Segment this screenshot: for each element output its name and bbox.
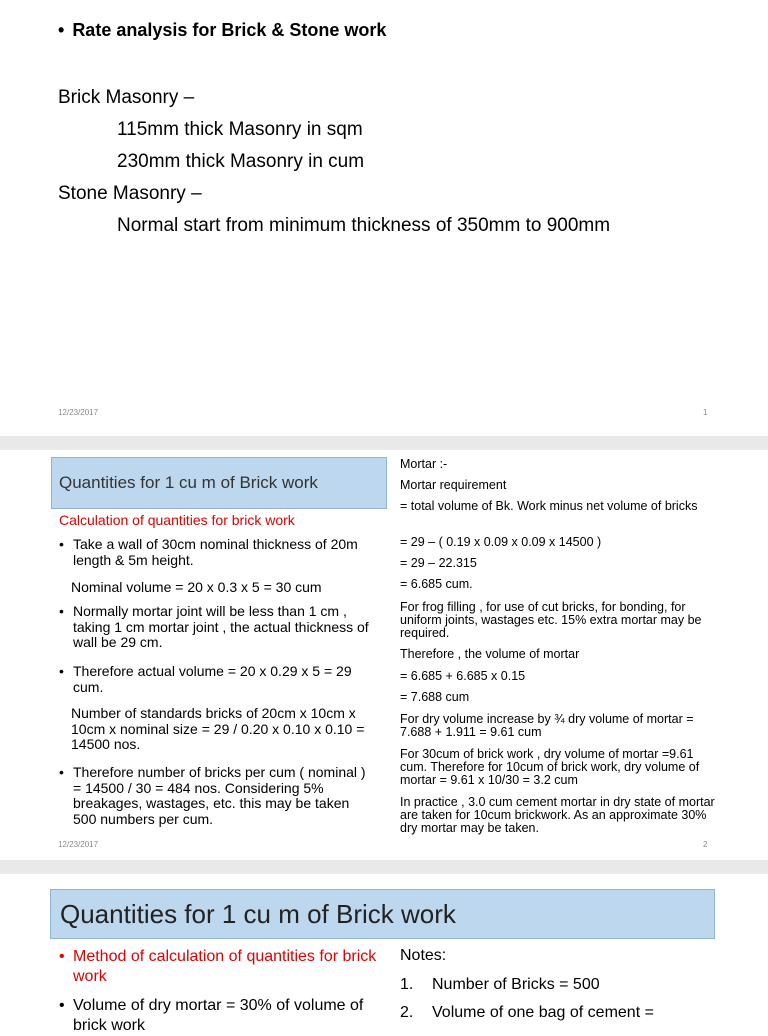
bullet: • [59,603,64,619]
calc-subtitle: Calculation of quantities for brick work [59,512,295,528]
mortar-line: In practice , 3.0 cum cement mortar in dry state of mortar are taken for 10cum brickwork. As an approximate 30% dry mortar may be taken. [400,795,715,835]
slide-header-box [50,889,715,939]
list-item: • Take a wall of 30cm nominal thickness of 20m length & 5m height. [59,536,358,568]
brick-item-230: 230mm thick Masonry in cum [117,151,365,172]
mortar-line: For frog filling , for use of cut bricks, for bonding, for uniform joints, wastages etc. 15% extra mortar may be required. [400,600,702,640]
slide-header: Quantities for 1 cu m of Brick work [60,899,456,929]
mortar-heading: Mortar :- [400,457,448,471]
list-item: • Method of calculation of quantities for brick work [59,948,377,985]
slide-header: Quantities for 1 cu m of Brick work [59,473,318,492]
list-item: • Volume of dry mortar = 30% of volume of brick work [59,997,364,1034]
list-item: • Therefore number of bricks per cum ( nominal ) = 14500 / 30 = 484 nos. Considering 5% breakages, wastages, etc. this may be taken 500 numbers per cum. [59,764,366,827]
slide-date: 12/23/2017 [58,840,99,849]
slide-3 [0,874,768,1034]
brick-masonry-heading: Brick Masonry – [58,87,195,108]
list-item: • Therefore actual volume = 20 x 0.29 x 5 = 29 cum. [59,663,352,695]
mortar-line: For 30cum of brick work , dry volume of mortar =9.61 cum. Therefore for 10cum of brick work, dry volume of mortar = 9.61 x 10/30 = 3.2 cum [400,747,700,787]
bullet: • [59,536,64,552]
mortar-line: = 29 – ( 0.19 x 0.09 x 0.09 x 14500 ) [400,535,602,549]
mortar-line: = 7.688 cum [400,690,470,704]
stone-item: Normal start from minimum thickness of 350mm to 900mm [117,215,611,236]
slide-separator [0,860,768,874]
note-item: 1. Number of Bricks = 500 [400,976,600,993]
list-item: • Normally mortar joint will be less than 1 cm , taking 1 cm mortar joint , the actual thickness of wall be 29 cm. [59,603,369,650]
slide-1 [0,0,768,436]
mortar-line: = total volume of Bk. Work minus net volume of bricks [400,499,698,513]
slide-header-box [51,457,387,509]
mortar-line: For dry volume increase by ¾ dry volume of mortar = 7.688 + 1.911 = 9.61 cum [400,712,694,739]
mortar-line: = 6.685 + 6.685 x 0.15 [400,669,526,683]
slide-date: 12/23/2017 [58,408,99,417]
standard-bricks: Number of standards bricks of 20cm x 10cm x 10cm x nominal size = 29 / 0.20 x 0.10 x 0.10 = 14500 nos. [71,705,365,752]
mortar-line: Mortar requirement [400,478,507,492]
bullet: • [59,997,65,1014]
nominal-volume: Nominal volume = 20 x 0.3 x 5 = 30 cum [71,579,322,595]
bullet: • [59,663,64,679]
mortar-line: Therefore , the volume of mortar [400,647,580,661]
note-item: 2. Volume of one bag of cement = [400,1004,654,1021]
bullet: • [59,764,64,780]
slide-separator [0,436,768,450]
bullet: • [58,20,65,40]
notes-label: Notes: [400,947,447,964]
slide-2 [0,450,768,860]
brick-item-115: 115mm thick Masonry in sqm [117,119,363,140]
stone-masonry-heading: Stone Masonry – [58,183,202,204]
slide-number: 2 [703,840,708,849]
mortar-line: = 6.685 cum. [400,577,473,591]
bullet: • [59,948,65,965]
slide-number: 1 [703,408,708,417]
slide-title: • Rate analysis for Brick & Stone work [58,20,387,40]
mortar-line: = 29 – 22.315 [400,556,477,570]
